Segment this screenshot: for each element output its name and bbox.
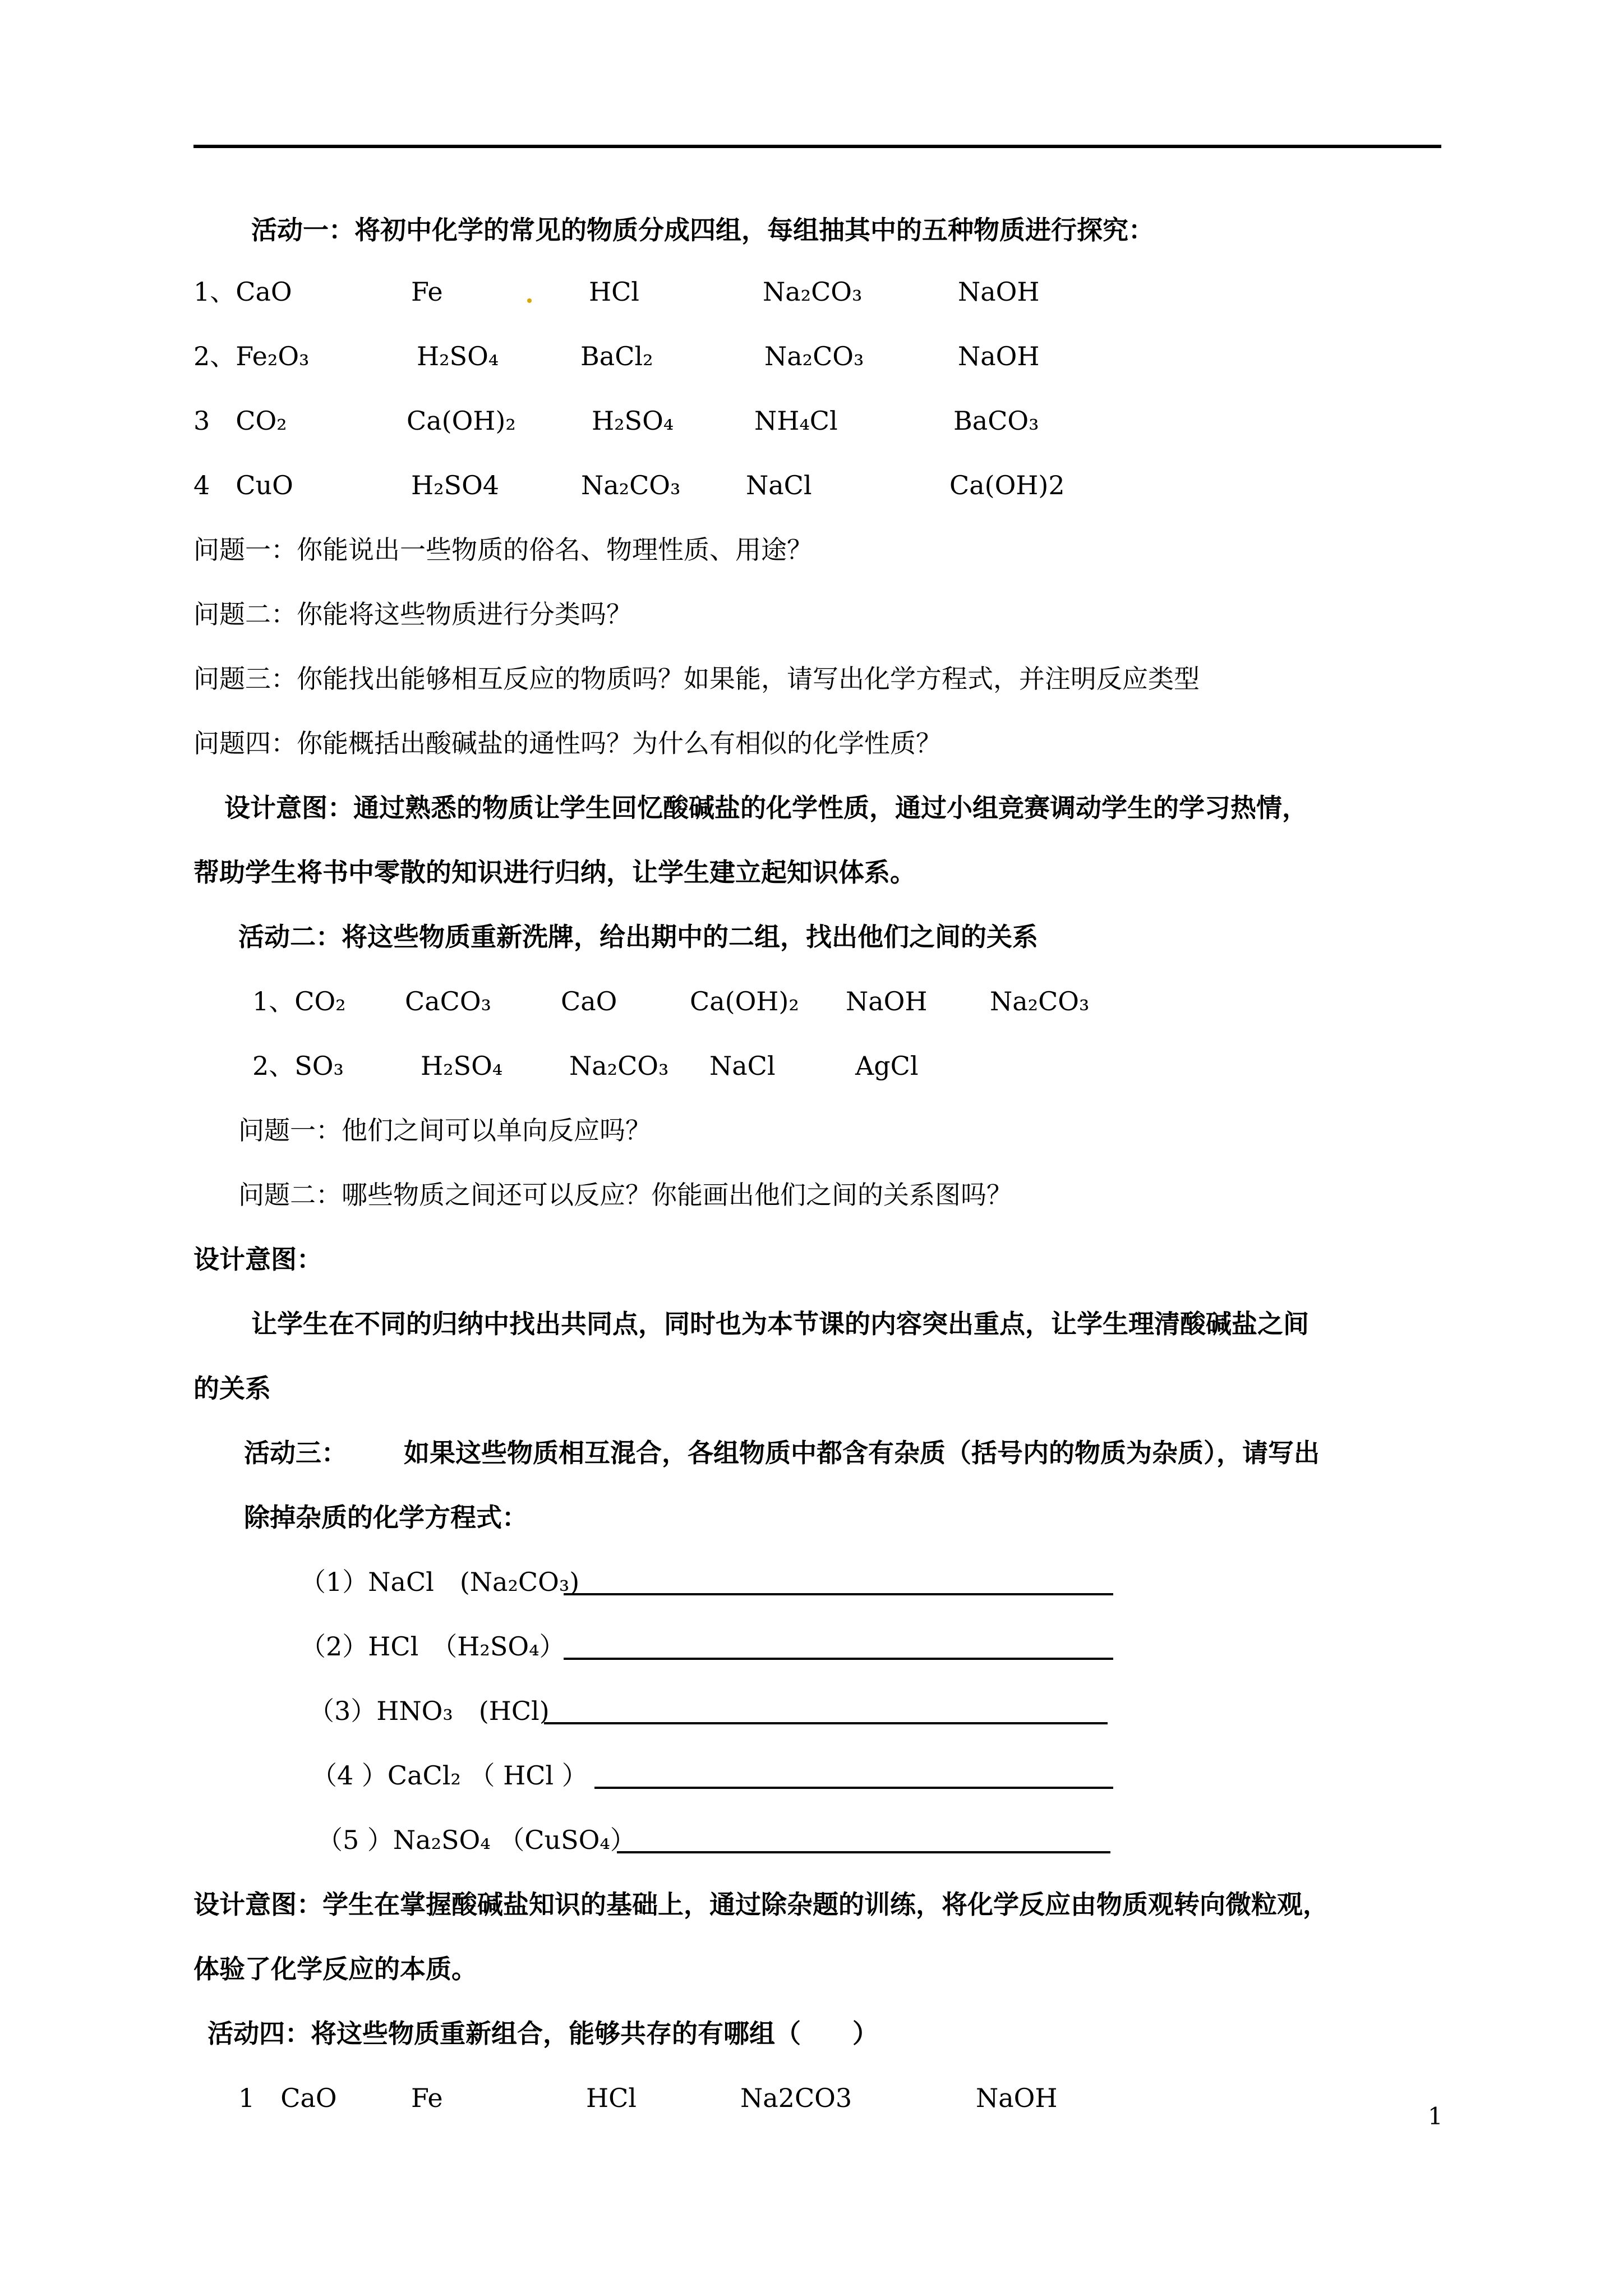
formula: 1、CaO [193, 277, 292, 307]
activity1-question-4: 问题四：你能概括出酸碱盐的通性吗？为什么有相似的化学性质？ [193, 728, 942, 758]
activity3-heading: 如果这些物质相互混合，各组物质中都含有杂质（括号内的物质为杂质），请写出 [404, 1438, 1320, 1468]
formula: H₂SO₄ [417, 341, 499, 371]
formula: 1 CaO [238, 2083, 337, 2113]
formula: 2、SO₃ [252, 1051, 344, 1081]
activity3-heading-cont: 除掉杂质的化学方程式： [244, 1502, 528, 1533]
activity1-question-1: 问题一：你能说出一些物质的俗名、物理性质、用途？ [193, 535, 813, 565]
formula: 3 CO₂ [193, 406, 287, 436]
impurity-item-1: （1）NaCl (Na₂CO₃) [300, 1567, 580, 1597]
formula: 2、Fe₂O₃ [193, 341, 310, 371]
formula: NaOH [846, 986, 928, 1016]
impurity-item-3: （3）HNO₃ (HCl) [308, 1696, 550, 1726]
activity2-design-label: 设计意图： [193, 1244, 322, 1274]
formula: Ca(OH)₂ [690, 986, 799, 1016]
formula: Na2CO3 [740, 2083, 852, 2113]
formula: NaOH [976, 2083, 1058, 2113]
activity4-heading: 活动四：将这些物质重新组合，能够共存的有哪组（ ） [208, 2018, 878, 2049]
activity2-question-1: 问题一：他们之间可以单向反应吗？ [238, 1115, 651, 1145]
activity2-heading: 活动二：将这些物质重新洗牌，给出期中的二组，找出他们之间的关系 [238, 922, 1038, 952]
formula: Fe [411, 2083, 443, 2113]
activity1-heading: 活动一：将初中化学的常见的物质分成四组，每组抽其中的五种物质进行探究： [251, 215, 1154, 245]
formula: H₂SO4 [411, 470, 500, 500]
formula: H₂SO₄ [421, 1051, 503, 1081]
formula: 4 CuO [193, 470, 293, 500]
formula: 1、CO₂ [252, 986, 346, 1016]
formula: CaO [561, 986, 617, 1016]
page-number: 1 [1428, 2102, 1443, 2130]
formula: H₂SO₄ [592, 406, 674, 436]
formula: Ca(OH)2 [949, 470, 1065, 500]
impurity-item-5: （5 ）Na₂SO₄ （CuSO₄） [317, 1825, 636, 1855]
formula: NaOH [958, 341, 1040, 371]
activity2-design-intent-cont: 的关系 [193, 1373, 271, 1404]
formula: NaOH [958, 277, 1040, 307]
formula: HCl [586, 2083, 637, 2113]
answer-blank-4[interactable] [594, 1787, 1113, 1789]
formula: Na₂CO₃ [569, 1051, 669, 1081]
formula: AgCl [855, 1051, 919, 1081]
activity2-question-2: 问题二：哪些物质之间还可以反应？你能画出他们之间的关系图吗？ [238, 1180, 1012, 1210]
formula: NaCl [746, 470, 812, 500]
stray-dot [527, 298, 532, 303]
activity3-heading-label: 活动三： [244, 1438, 347, 1468]
header-rule [193, 145, 1441, 148]
formula: Fe [411, 277, 443, 307]
formula: Na₂CO₃ [990, 986, 1090, 1016]
activity1-design-intent-cont: 帮助学生将书中零散的知识进行归纳，让学生建立起知识体系。 [193, 857, 916, 887]
answer-blank-5[interactable] [617, 1851, 1110, 1853]
formula: Na₂CO₃ [764, 341, 864, 371]
formula: Ca(OH)₂ [407, 406, 516, 436]
formula: Na₂CO₃ [581, 470, 681, 500]
activity3-design-intent-cont: 体验了化学反应的本质。 [193, 1954, 477, 1984]
activity2-design-intent: 让学生在不同的归纳中找出共同点，同时也为本节课的内容突出重点，让学生理清酸碱盐之间 [251, 1309, 1309, 1339]
impurity-item-4: （4 ）CaCl₂ （ HCl ） [311, 1760, 588, 1791]
formula: BaCl₂ [580, 341, 653, 371]
formula: NaCl [709, 1051, 776, 1081]
activity1-question-3: 问题三：你能找出能够相互反应的物质吗？如果能，请写出化学方程式，并注明反应类型 [193, 664, 1200, 694]
activity1-question-2: 问题二：你能将这些物质进行分类吗？ [193, 599, 632, 629]
formula: CaCO₃ [405, 986, 491, 1016]
activity1-design-intent: 设计意图：通过熟悉的物质让学生回忆酸碱盐的化学性质，通过小组竞赛调动学生的学习热情， [224, 793, 1308, 823]
answer-blank-3[interactable] [544, 1722, 1108, 1724]
formula: NH₄Cl [754, 406, 838, 436]
answer-blank-2[interactable] [564, 1658, 1113, 1660]
formula: Na₂CO₃ [763, 277, 863, 307]
activity3-design-intent: 设计意图：学生在掌握酸碱盐知识的基础上，通过除杂题的训练，将化学反应由物质观转向微粒观， [193, 1889, 1329, 1920]
impurity-item-2: （2）HCl （H₂SO₄） [300, 1631, 565, 1662]
answer-blank-1[interactable] [564, 1593, 1113, 1595]
formula: HCl [589, 277, 640, 307]
formula: BaCO₃ [953, 406, 1039, 436]
